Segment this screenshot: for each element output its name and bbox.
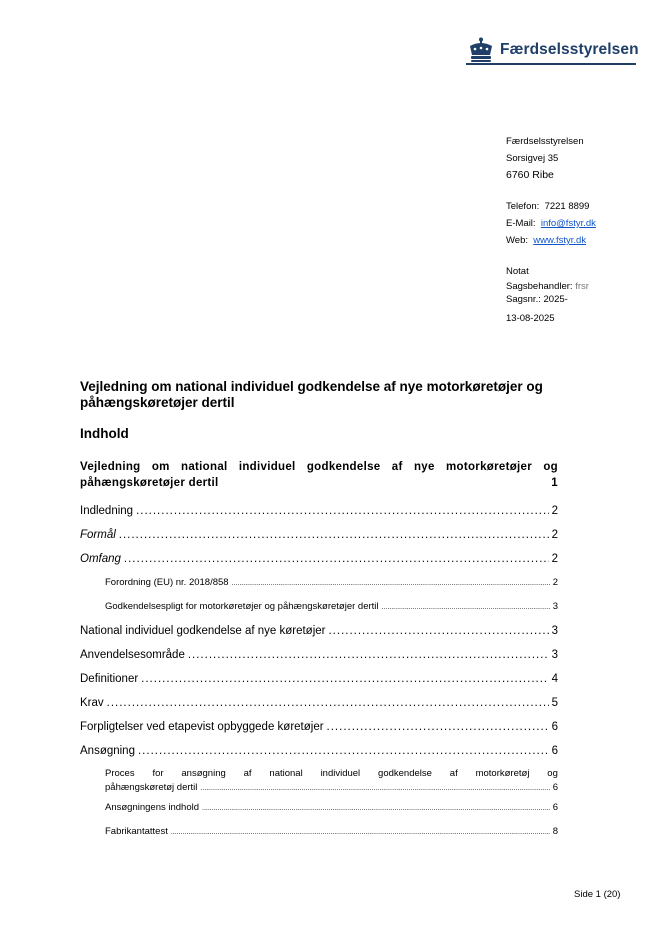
toc-entry-title[interactable]: Vejledning om national individuel godkendelse af nye motorkøretøjer og påhængskøretøjer dertil 1 [80, 461, 558, 489]
toc-entry[interactable] [80, 667, 558, 691]
toc-leader-dots [107, 691, 549, 715]
toc-page-number: 6 [551, 745, 558, 757]
toc-entry[interactable] [80, 619, 558, 643]
toc-entry[interactable] [80, 571, 558, 595]
document-title: Vejledning om national individuel godkendelse af nye motorkøretøjer og påhængskøretøjer dertil [80, 379, 543, 410]
email-link[interactable]: info@fstyr.dk [540, 218, 596, 229]
case-value: 2025- [543, 294, 568, 305]
toc-leader-dots [119, 523, 549, 547]
toc-entry-text: Ansøgning [80, 745, 135, 757]
toc-entry[interactable] [80, 499, 558, 523]
toc-entry-text: Forpligtelser ved etapevist opbyggede køretøjer [80, 721, 324, 733]
web-link[interactable]: www.fstyr.dk [533, 235, 587, 246]
toc-leader-dots [188, 643, 549, 667]
toc-entry-text: Fabrikantattest [105, 826, 168, 837]
toc-heading: Indhold [80, 426, 129, 441]
toc-page-number: 6 [552, 802, 558, 813]
toc-entry-text: Krav [80, 697, 104, 709]
toc-leader-dots [136, 499, 549, 523]
toc-leader-dots [202, 797, 550, 821]
phone-line: Telefon: 7221 8899 [506, 201, 590, 212]
handler-value: frsr [575, 281, 589, 292]
toc-leader-dots [171, 821, 550, 845]
toc-page-number: 6 [551, 721, 558, 733]
crown-icon [466, 37, 496, 63]
sender-street: Sorsigvej 35 [506, 153, 559, 164]
toc-page-number: 3 [551, 649, 558, 661]
toc-page-number: 2 [552, 577, 558, 588]
toc-entry[interactable] [80, 547, 558, 571]
toc-page-number: 2 [551, 553, 558, 565]
toc-entry-text: Ansøgningens indhold [105, 802, 200, 813]
table-of-contents [80, 459, 558, 844]
brand-name: Færdselsstyrelsen [500, 41, 639, 58]
toc-page-number: 3 [551, 625, 558, 637]
toc-entry[interactable] [80, 691, 558, 715]
toc-entry-text: Definitioner [80, 673, 139, 685]
toc-entry[interactable] [80, 739, 558, 763]
doc-type: Notat [506, 266, 529, 277]
phone-number: 7221 8899 [544, 201, 590, 212]
toc-leader-dots [232, 572, 550, 596]
toc-entry-text: Godkendelsespligt for motorkøretøjer og påhængskøretøjer dertil [105, 601, 379, 612]
sender-block [506, 133, 656, 327]
toc-leader-dots [327, 715, 549, 739]
sender-org: Færdselsstyrelsen [506, 136, 584, 147]
toc-entry-text: Anvendelsesområde [80, 649, 185, 661]
toc-leader-dots [138, 739, 549, 763]
toc-page-number: 5 [551, 697, 558, 709]
toc-page-number: 2 [551, 529, 558, 541]
toc-leader-dots [124, 547, 549, 571]
toc-entry[interactable] [80, 796, 558, 820]
toc-entry[interactable] [80, 715, 558, 739]
toc-entry-text: National individuel godkendelse af nye køretøjer [80, 625, 326, 637]
toc-entry-proces[interactable]: Proces for ansøgning af national individuel godkendelse af motorkøretøj og påhængskøretøj dertil ..... 6 [80, 767, 558, 796]
logo [466, 37, 639, 63]
toc-entry[interactable] [80, 523, 558, 547]
toc-entry[interactable] [80, 595, 558, 619]
toc-leader-dots [382, 596, 550, 620]
toc-entry-text: Formål [80, 529, 116, 541]
toc-entry-text: Indledning [80, 505, 134, 517]
toc-page-number: 4 [551, 673, 558, 685]
toc-entry-text: Forordning (EU) nr. 2018/858 [105, 577, 229, 588]
page-number: Side 1 (20) [574, 889, 621, 900]
toc-page-number: 2 [551, 505, 558, 517]
toc-leader-dots [328, 619, 548, 643]
logo-underline [466, 63, 636, 65]
toc-page-number: 8 [552, 826, 558, 837]
case-line: Sagsnr.: 2025- [506, 294, 568, 305]
toc-entry[interactable] [80, 820, 558, 844]
toc-page-number: 3 [552, 601, 558, 612]
toc-entry-text: Omfang [80, 553, 121, 565]
toc-leader-dots [141, 667, 548, 691]
sender-city: 6760 Ribe [506, 169, 554, 181]
doc-date: 13-08-2025 [506, 313, 555, 324]
handler-line: Sagsbehandler: frsr [506, 281, 589, 292]
email-line: E-Mail: info@fstyr.dk [506, 218, 596, 229]
toc-entry[interactable] [80, 643, 558, 667]
web-line: Web: www.fstyr.dk [506, 235, 587, 246]
